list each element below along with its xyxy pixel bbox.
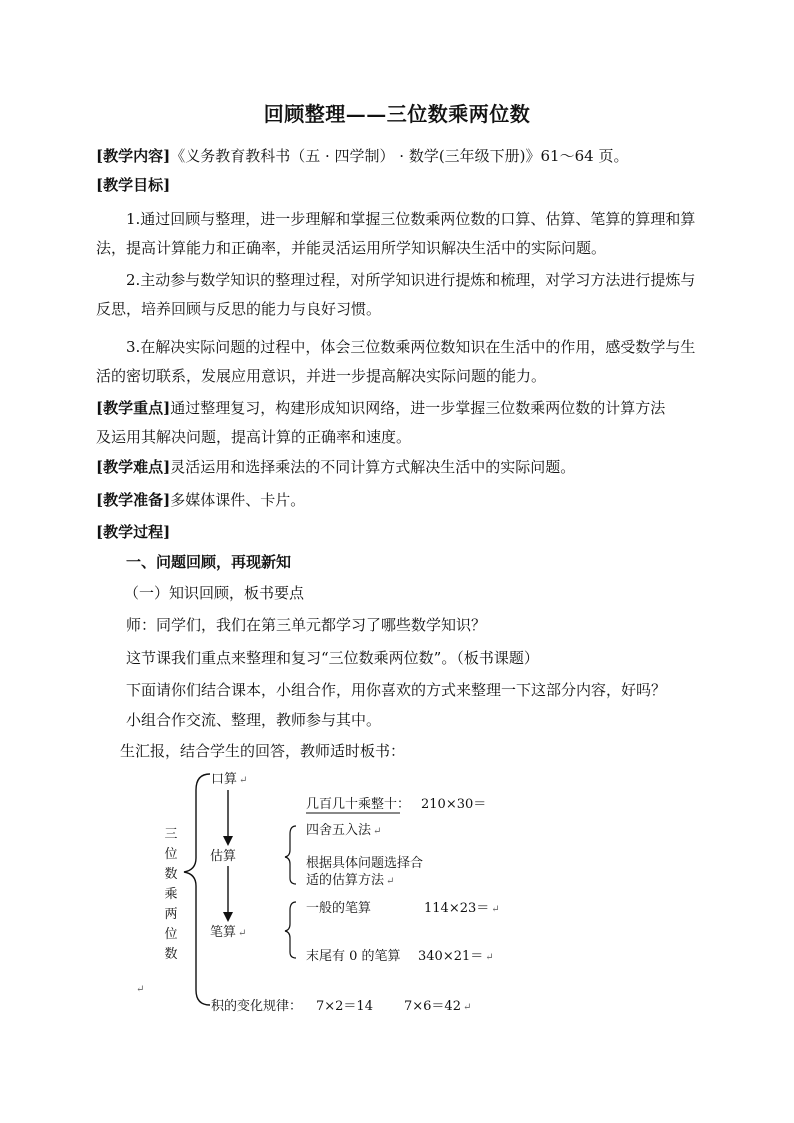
estimate-method-2a: 根据具体问题选择合 xyxy=(306,856,424,871)
arrow-head-1 xyxy=(223,836,233,846)
process-line-2: 这节课我们重点来整理和复习“三位数乘两位数”。（板书课题） xyxy=(126,649,539,667)
written-method-2: 末尾有 0 的笔算 xyxy=(306,949,401,964)
root-char: 数 xyxy=(164,867,178,882)
product-example-2: 7×6＝42 ↵ xyxy=(404,999,472,1014)
root-char: 数 xyxy=(164,947,178,962)
key-points-line-2: 及运用其解决问题，提高计算的正确率和速度。 xyxy=(96,428,412,446)
product-rule-label: 积的变化规律： xyxy=(211,999,303,1014)
goal-item-2: 2.主动参与数学知识的整理过程，对所学知识进行提炼和梳理，对学习方法进行提炼与反思，培养回顾与反思的能力与良好习惯。 xyxy=(96,271,696,318)
written-method-1: 一般的笔算 xyxy=(306,901,372,916)
root-char: 两 xyxy=(164,907,178,922)
process-line-4: 小组合作交流、整理，教师参与其中。 xyxy=(126,711,382,729)
estimate-brace xyxy=(285,826,296,884)
written-brace xyxy=(285,902,296,958)
written-example-1: 114×23＝ ↵ xyxy=(424,901,500,916)
process-line-3: 下面请你们结合课本，小组合作，用你喜欢的方式来整理一下这部分内容，好吗？ xyxy=(126,681,667,699)
goal-item-1: 1.通过回顾与整理，进一步理解和掌握三位数乘两位数的口算、估算、笔算的算理和算法，提高计算能力和正确率，并能灵活运用所学知识解决生活中的实际问题。 xyxy=(96,210,696,257)
oral-label: 口算 ↵ xyxy=(211,772,248,787)
estimate-method-1: 四舍五入法 ↵ xyxy=(306,823,382,838)
estimate-method-2b: 适的估算方法 ↵ xyxy=(306,873,395,888)
subsection-1-heading: （一）知识回顾，板书要点 xyxy=(124,584,305,602)
prep-text: 多媒体课件、卡片。 xyxy=(170,491,306,509)
written-label: 笔算 ↵ xyxy=(210,925,247,940)
oral-rule: 几百几十乘整十： xyxy=(306,797,411,812)
process-tag: [教学过程] xyxy=(96,523,171,541)
difficulty-text: 灵活运用和选择乘法的不同计算方式解决生活中的实际问题。 xyxy=(170,458,576,476)
stray-return-mark: ↵ xyxy=(136,984,145,995)
key-points-tag: [教学重点] xyxy=(96,399,171,417)
process-line-5: 生汇报，结合学生的回答，教师适时板书： xyxy=(120,742,406,760)
goal-item-3: 3.在解决实际问题的过程中，体会三位数乘两位数知识在生活中的作用，感受数学与生活的密切联系，发展应用意识，并进一步提高解决实际问题的能力。 xyxy=(96,338,696,385)
section-1-heading: 一、问题回顾，再现新知 xyxy=(126,553,292,571)
root-char: 位 xyxy=(164,927,178,942)
arrow-head-2 xyxy=(223,912,233,922)
page-title: 回顾整理——三位数乘两位数 xyxy=(263,102,531,126)
oral-example: 210×30＝ xyxy=(421,797,487,812)
prep-tag: [教学准备] xyxy=(96,491,171,509)
root-char: 位 xyxy=(164,847,178,862)
content-text: 《义务教育教科书（五 · 四学制） · 数学(三年级下册)》61～64 页。 xyxy=(170,147,629,165)
key-points-text: 通过整理复习，构建形成知识网络，进一步掌握三位数乘两位数的计算方法 xyxy=(170,399,666,417)
main-brace xyxy=(184,774,210,1005)
root-char: 三 xyxy=(164,827,178,842)
written-example-2: 340×21＝ ↵ xyxy=(418,949,494,964)
root-char: 乘 xyxy=(164,887,178,902)
product-example-1: 7×2＝14 xyxy=(316,999,373,1014)
goals-tag: [教学目标] xyxy=(96,176,171,194)
estimate-label: 估算 xyxy=(210,849,237,864)
content-tag: [教学内容] xyxy=(96,147,171,165)
root-vertical-label xyxy=(163,825,179,965)
difficulty-tag: [教学难点] xyxy=(96,458,171,476)
process-line-1: 师：同学们，我们在第三单元都学习了哪些数学知识？ xyxy=(126,616,487,634)
